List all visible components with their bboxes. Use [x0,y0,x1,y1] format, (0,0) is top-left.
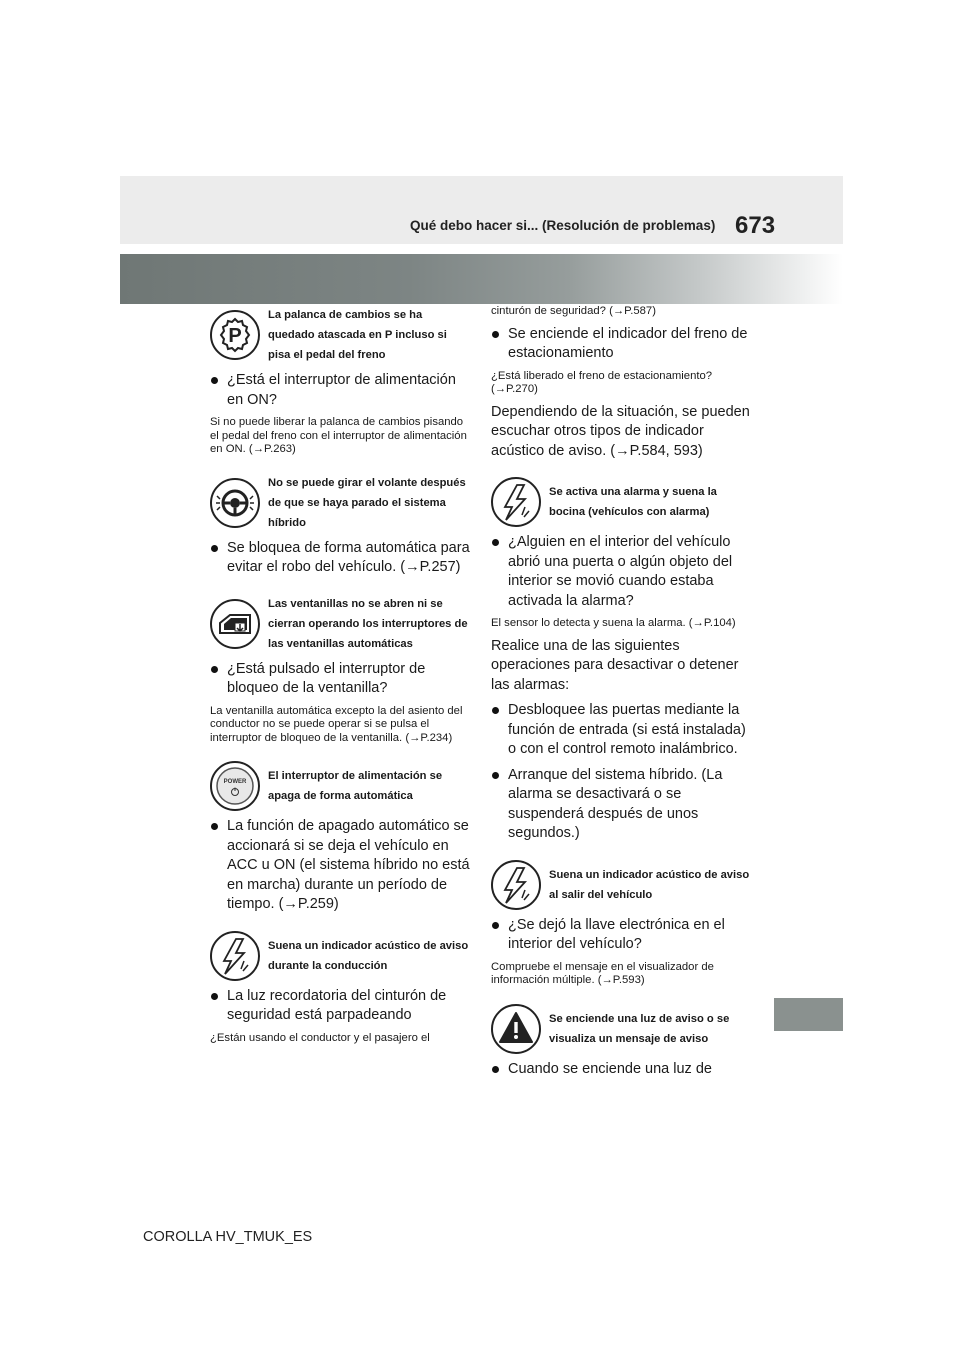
page-number: 673 [735,212,776,239]
callout-power-off [210,761,470,811]
callout-text: Suena un indicador acústico de aviso durante la conducción [268,939,469,972]
note-seatbelt-end: cinturón de seguridad? (→P.587) [491,305,656,317]
callout-text: Suena un indicador acústico de aviso al salir del vehículo [549,868,750,901]
callout-steering [210,473,470,533]
bullet-parking-brake: Se enciende el indicador del freno de estacionamiento [491,325,753,364]
callout-buzzer-exit [491,860,753,910]
window-lock-icon [210,599,260,649]
svg-text:P: P [228,325,242,347]
footer-model-code: COROLLA HV_TMUK_ES [143,1229,313,1245]
header-gradient-bar [120,254,843,304]
callout-text: No se puede girar el volante después de que se haya parado el sistema híbrido [268,476,466,529]
alarm-warning-icon [491,477,541,527]
bullet-seatbelt: La luz recordatoria del cinturón de seguridad está parpadeando [210,987,470,1026]
callout-windows [210,594,470,654]
bullet-steering: Se bloquea de forma automática para evitar el robo del vehículo. (→P.257) [210,539,470,578]
callout-text: El interruptor de alimentación se apaga de forma automática [268,770,443,802]
callout-warning-light [491,1004,753,1054]
left-column [210,305,470,1051]
shift-lock-gear-icon [210,310,260,360]
chapter-thumb-tab [774,998,843,1031]
bullet-start-hybrid: Arranque del sistema híbrido. (La alarma se desactivará o se suspenderá después de unos segundos.) [491,766,753,844]
callout-buzzer-driving [210,931,470,981]
bullet-unlock-doors: Desbloquee las puertas mediante la función de entrada (si está instalada) o con el control remoto inalámbrico. [491,701,753,760]
bullet-auto-off: La función de apagado automático se accionará si se deja el vehículo en ACC u ON (el sistema híbrido no está en marcha) durante un período de tiempo. (→P.259) [210,817,470,915]
warning-triangle-icon [491,1004,541,1054]
callout-text: La palanca de cambios se ha quedado atascada en P incluso si pisa el pedal del freno [268,309,447,361]
right-column [491,305,753,1085]
callout-text: Se activa una alarma y suena la bocina (vehículos con alarma) [549,486,717,518]
bullet-alarm-trigger: ¿Alguien en el interior del vehículo abrió una puerta o algún objeto del interior se movió cuando estaba activada la alarma? [491,533,753,611]
callout-text: Se enciende una luz de aviso o se visualiza un mensaje de aviso [549,1012,730,1045]
power-switch-icon [210,761,260,811]
note-window-lock: La ventanilla automática excepto la del asiento del conductor no se puede operar si se pulsa el interruptor de bloqueo de la ventanilla. (→P.234) [210,704,463,744]
body-buzzer-types: Dependiendo de la situación, se pueden escuchar otros tipos de indicador acústico de aviso. (→P.584, 593) [491,403,750,459]
bullet-key-left: ¿Se dejó la llave electrónica en el interior del vehículo? [491,916,753,955]
note-alarm: El sensor lo detecta y suena la alarma. (→P.104) [491,617,736,629]
note-key: Compruebe el mensaje en el visualizador de información múltiple. (→P.593) [491,960,714,986]
body-alarm-operations: Realice una de las siguientes operaciones para desactivar o detener las alarmas: [491,637,739,693]
note-power-on: Si no puede liberar la palanca de cambios pisando el pedal del freno con el interruptor de alimentación en ON. (→P.263) [210,416,467,455]
callout-alarm [491,477,753,527]
callout-text: Las ventanillas no se abren ni se cierran operando los interruptores de las ventanillas automáticas [268,597,468,650]
bullet-power-on: ¿Está el interruptor de alimentación en ON? [210,371,470,410]
bullet-warning-light: Cuando se enciende una luz de [491,1060,753,1080]
bullet-window-lock: ¿Está pulsado el interruptor de bloqueo de la ventanilla? [210,660,470,699]
callout-shift-lever [210,305,470,365]
buzzer-exit-icon [491,860,541,910]
steering-lock-icon [210,478,260,528]
note-parking-brake: ¿Está liberado el freno de estacionamiento? (→P.270) [491,369,713,395]
note-seatbelt-start: ¿Están usando el conductor y el pasajero el [210,1031,430,1044]
power-icon-label: POWER [223,779,247,785]
section-title: Qué debo hacer si... (Resolución de problemas) [410,218,716,233]
buzzer-warning-icon [210,931,260,981]
